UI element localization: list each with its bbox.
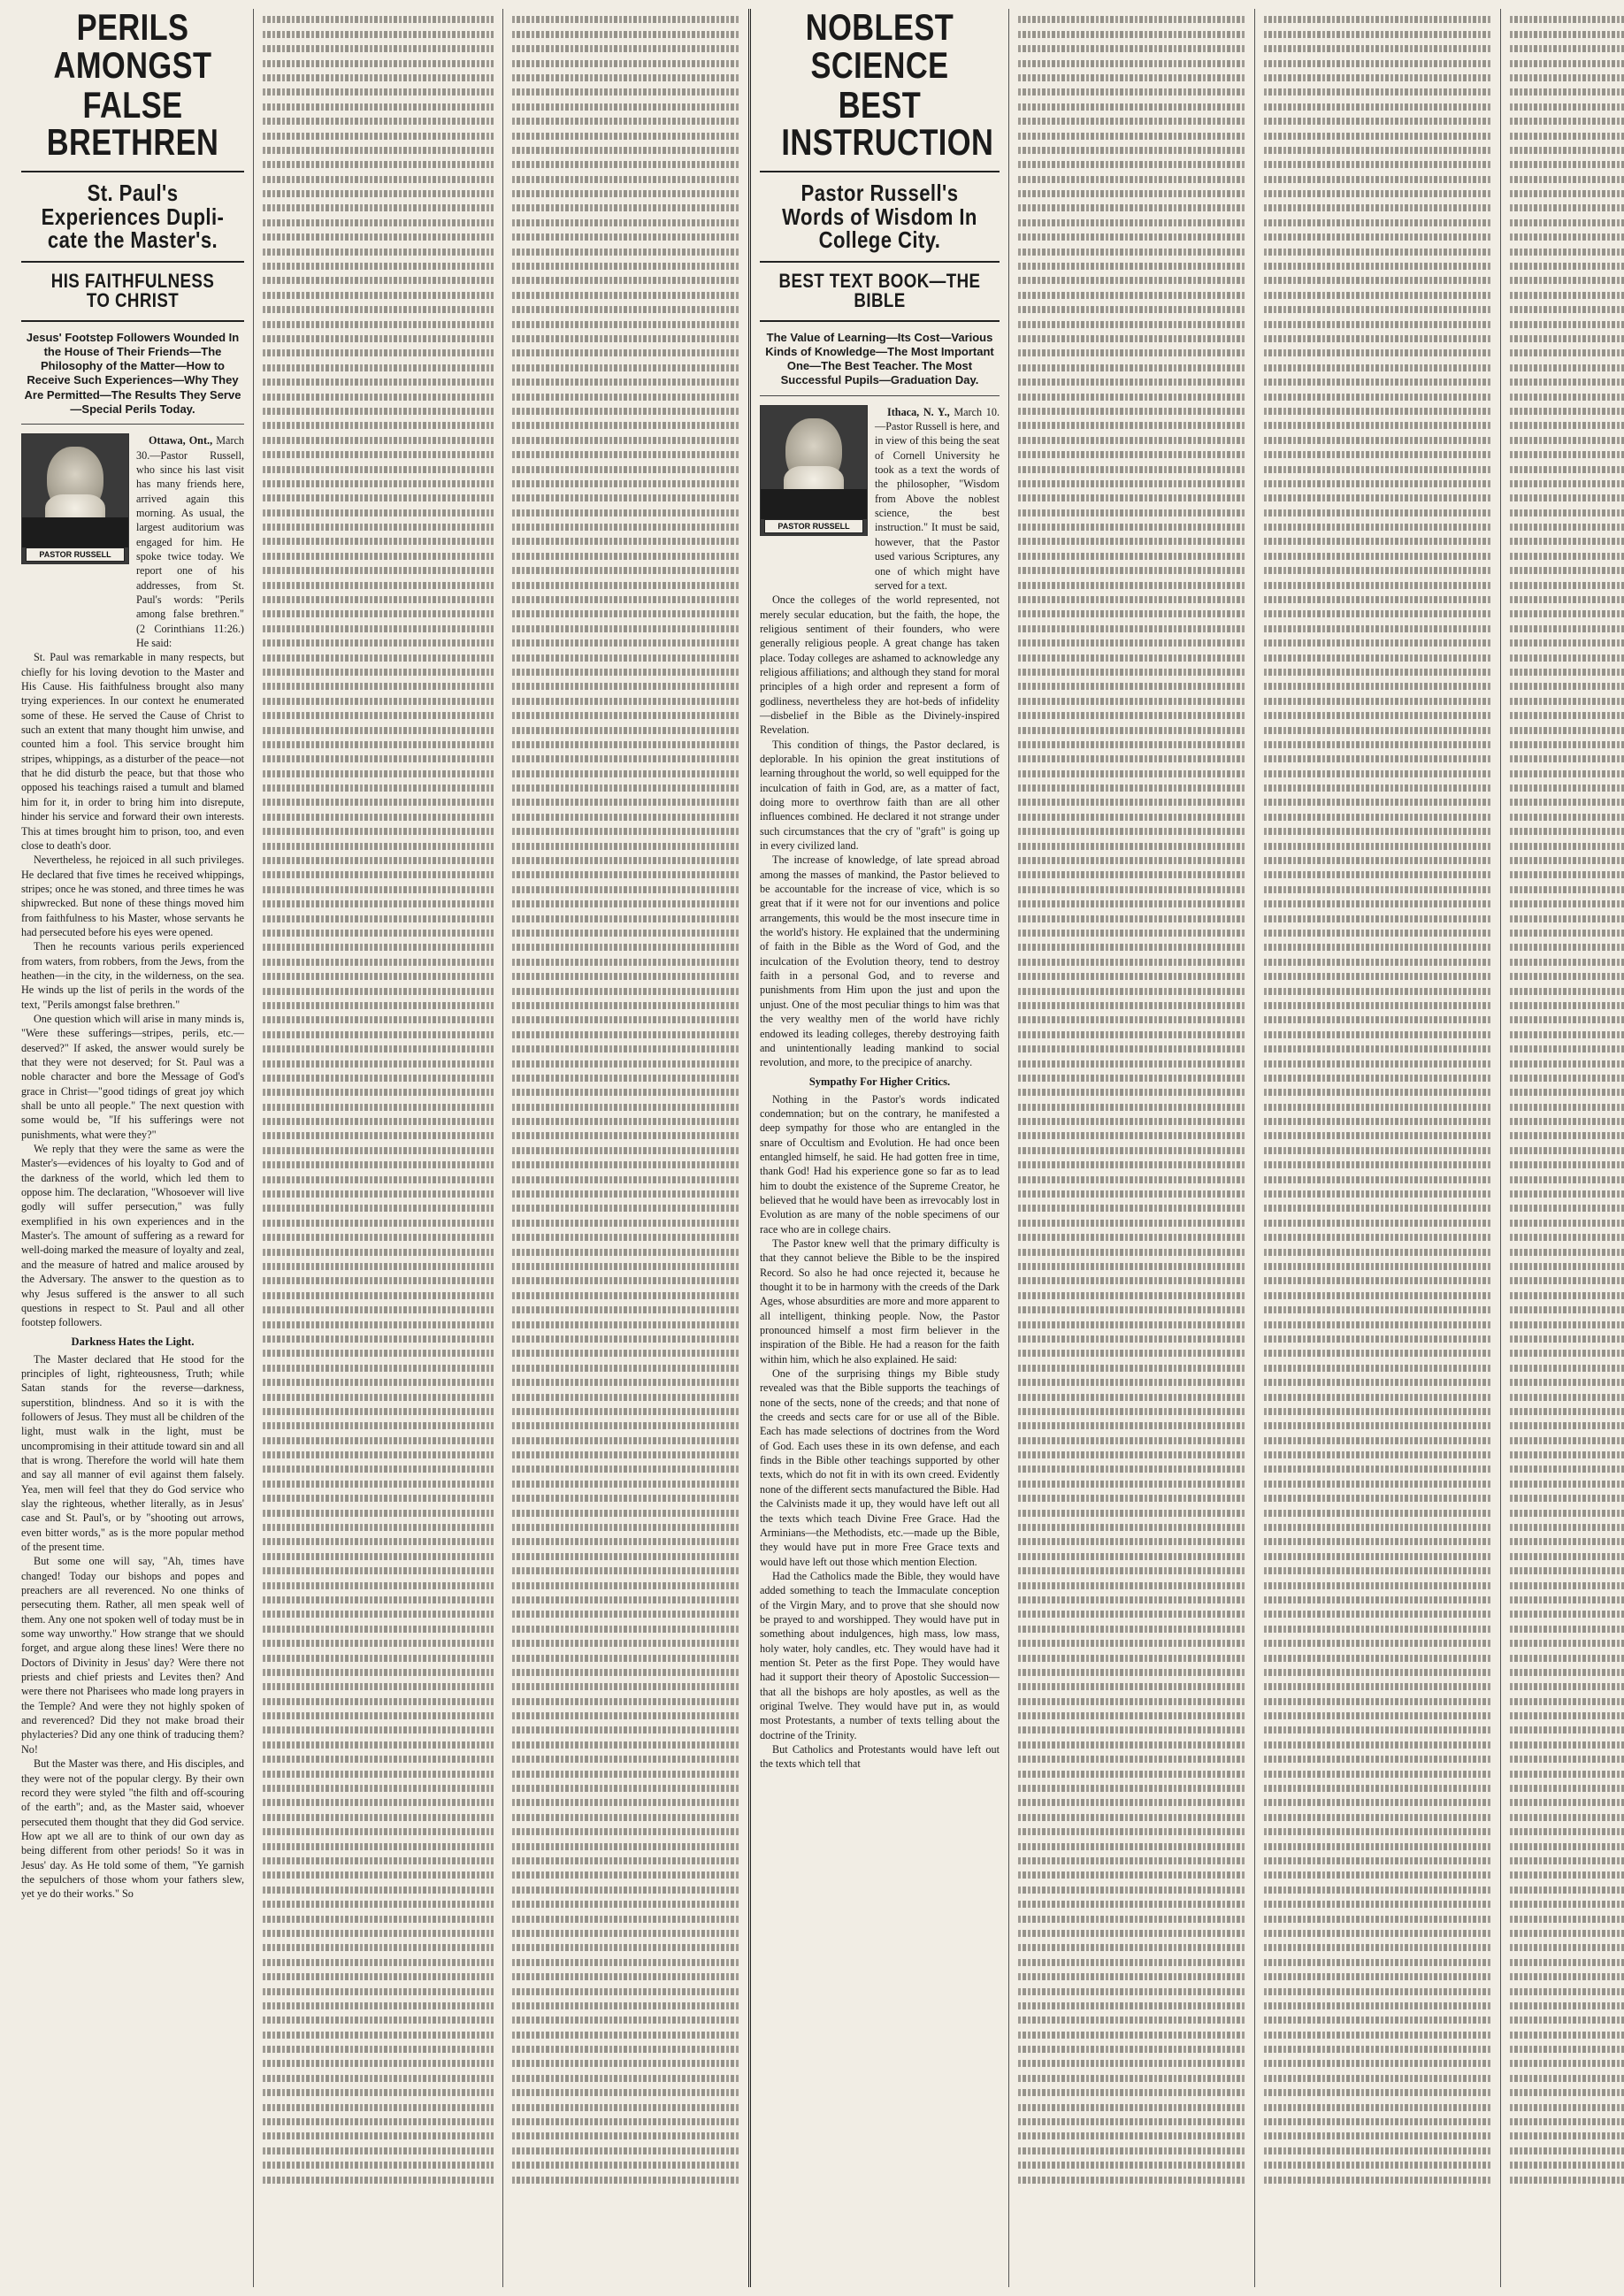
headline-noblest-line-1: NOBLEST SCIENCE [805,9,954,86]
article-paragraph: Nothing in the Pastor's words indicated condemnation; but on the contrary, he manifested a deep sympathy for those who are entangled in the snare of Occultism and Evolution. He had once been entangled himself, he said. He had gotten free in time, thank God! Had his experience gone so far as to lead him to doubt the existence of the Supreme Creator, he believed that he would have been as irrevocably lost in Evolution as are many of the noble specimens of our race who are in college chairs. [760,1092,1000,1236]
text-continuation [263,16,494,2183]
article-paragraph: Nevertheless, he rejoiced in all such privileges. He declared that five times he received whippings, stripes; once he was stoned, and three times he was shipwrecked. But none of these things moved him from faithfulness to his Master, whose servants he had persecuted before his eyes were opened. [21,853,244,938]
subhead-rule [760,261,1000,263]
pastor-russell-portrait [21,433,129,564]
pastor-russell-portrait [760,405,868,536]
article-paragraph: One of the surprising things my Bible study revealed was that the Bible supports the teachings of none of the sects, none of the creeds; and that none of the creeds and sects care for or use all of the Bible. Each has made selections of doctrines from the Word of God. Each uses these in its own defense, and each finds in the Bible other teachings supported by other texts, which do not fit in with its own creed. Evidently none of the different sects manufactured the Bible. Had the Calvinists made it up, they would have left out all the texts which teach Divine Free Grace. Had the Arminians—the Methodists, etc.—made up the Bible, they would have put in more Free Grace texts and would have left out those which mention Election. [760,1367,1000,1568]
subheadline-text-book: BEST TEXT BOOK—THE BIBLE [778,269,981,312]
byline-text [875,405,1000,593]
subhead-rule [21,261,244,263]
article-paragraph: One question which will arise in many minds is, "Were these sufferings—stripes, perils, etc.—deserved?" If asked, the answer would surely be that they were not deserved; for St. Paul was a noble character and bore the Message of God's grace in Christ—"good tidings of great joy which shall be unto all people." The next question with some would be, "If his sufferings were not punishments, what were they?" [21,1012,244,1141]
text-continuation [1018,16,1245,2183]
article-paragraph: Had the Catholics made the Bible, they would have added something to teach the Immaculate conception of the Virgin Mary, and to prove that she should now be prayed to and worshipped. They would have put in something about indulgences, high mass, low mass, holy water, holy candles, etc. They would have had it mention St. Peter as the first Pope. They would have had it support their theory of Apostolic Succession—that all the bishops are holy apostles, as well as the original Twelve. They would have put in, as would most Protestants, a number of texts telling about the doctrine of the Trinity. [760,1569,1000,1741]
article-paragraph: The increase of knowledge, of late spread abroad among the masses of mankind, the Pastor believed to be accountable for the increase of vice, which is so great that if it were not for our inventions and police arrangements, this would be the most insecure time in the world's history. He explained that the undermining of faith in the Bible as the Word of God, and the inculcation of the Evolution theory, tend to destroy faith in a personal God, and to reverse and punishments from Him upon the just and upon the unjust. One of the most peculiar things to him was that the very wealthy men of the world have richly endowed its leading colleges, thereby destroying faith and unintentionally leading mankind to social revolution, and more, to the precipice of anarchy. [760,853,1000,1069]
article-paragraph: Once the colleges of the world represented, not merely secular education, but the faith, the hope, the religious sentiment of their founders, who were generally religious people. A great change has taken place. Today colleges are ashamed to acknowledge any religious affiliations; and although they stand for moral principles of a high order and represent a form of godliness, nevertheless they are hot-beds of infidelity—disbelief in the Bible as the Divinely-inspired Revelation. [760,593,1000,737]
headline-noblest-line-2: BEST INSTRUCTION [781,83,994,164]
deck-rule [760,320,1000,322]
article-paragraph: But the Master was there, and His disciples, and they were not of the popular clergy. By their own record they were styled "the filth and off-scouring of the earth"; and, as the Master said, whoever persecuted them thought that they did God service. How apt we all are to think of our own day as being different from other periods! So it was in Jesus' day. As He told some of them, "Ye garnish the sepulchers of those whom your fathers slew, yet ye do their works." So [21,1757,244,1901]
section-heading: Sympathy For Higher Critics. [808,1075,951,1088]
column-7 [1500,9,1624,2287]
deck-bottom-rule [21,424,244,425]
column-5 [1008,9,1254,2287]
subheadline-wisdom: Pastor Russell's Words of Wisdom In College City. [782,180,977,254]
article-paragraph: St. Paul was remarkable in many respects, but chiefly for his loving devotion to the Master and His Cause. His faithfulness brought also many trying experiences. In our context he enumerated some of these. He served the Cause of Christ to such an extent that many thought him unwise, and counted him a fool. This service brought him stripes, whippings, as a disturber of the peace—not that he did disturb the peace, but that those who opposed his teachings raised a tumult and blamed him for it, in order to bring him into disrepute, hinder his service and forward their own interests. This at times brought him to prison, too, and even close to death's door. [21,651,244,852]
section-heading: Darkness Hates the Light. [71,1335,195,1348]
column-4 [748,9,1008,2287]
deck-rule [21,320,244,322]
deck-bottom-rule [760,395,1000,396]
portrait-caption: PASTOR RUSSELL [764,519,863,533]
article-paragraph: The Master declared that He stood for the principles of light, righteousness, Truth; while Satan stands for the reverse—darkness, superstition, blindness. And so it is with the followers of Jesus. They must all be children of the light, must walk in the light, must be uncompromising in their attitude toward sin and all that is wrong. Therefore the world will hate them and say all manner of evil against them falsely. Yea, men will feel that they do God service who slay the righteous, whether literally, as in Jesus' case and St. Paul's, or by "shooting out arrows, even bitter words," as is the more popular method of the present time. [21,1352,244,1554]
article-paragraph: But Catholics and Protestants would have left out the texts which tell that [760,1743,1000,1771]
article-paragraph: This condition of things, the Pastor declared, is deplorable. In his opinion the great institutions of learning throughout the world, so well equipped for the inculcation of faith in God, are, as a matter of fact, doing more to overthrow faith than are all other influences combined. He declared it not strange under such circumstances that the cry of "graft" is going up in every civilized land. [760,738,1000,853]
byline-block [760,405,1000,593]
article-paragraph: Then he recounts various perils experienced from waters, from robbers, from the Jews, from the heathen—in the city, in the wilderness, on the sea. He winds up the list of perils in the words of the text, "Perils amongst false brethren." [21,940,244,1011]
article-paragraph: March 10.—Pastor Russell is here, and in view of this being the seat of Cornell University he took as a text the words of the philosopher, "Wisdom from Above the noblest science, the best instruction." It must be said, however, that the Pastor used various Scriptures, any one of which might have served for a text. [875,405,1000,592]
byline-block [21,433,244,650]
article-paragraph: March 30.—Pastor Russell, who since his last visit has many friends here, arrived again this morning. As usual, the largest auditorium was engaged for him. He spoke twice today. We report one of his addresses, from St. Paul's words: "Perils among false brethren." (2 Corinthians 11:26.) He said: [136,434,245,650]
subheadline-faithfulness: HIS FAITHFULNESS TO CHRIST [50,269,215,312]
article-deck: The Value of Learning—Its Cost—Various Kinds of Knowledge—The Most Important One—The Best Teacher. The Most Successful Pupils—Graduation Day. [765,330,994,387]
article-paragraph: The Pastor knew well that the primary difficulty is that they cannot believe the Bible to be the inspired Record. So also he had once rejected it, because he thought it to be in harmony with the creeds of the Dark Ages, whose absurdities are more and more apparent to all intelligent, thinking people. Now, the Pastor pronounced himself a most firm believer in the inspiration of the Bible. He had a reason for the faith within him, which he also explained. He said: [760,1236,1000,1366]
column-6 [1254,9,1500,2287]
headline-rule [21,171,244,172]
dateline: Ithaca, N. Y., [887,405,950,418]
dateline: Ottawa, Ont., [149,434,213,448]
article-paragraph: We reply that they were the same as were the Master's—evidences of his loyalty to God and of the darkness of the world, which led them to oppose him. The declaration, "Whosoever will live godly will suffer persecution," was fully exemplified in his own experiences and in the Master's. The amount of suffering as a reward for well-doing marked the measure of loyalty and zeal, and the measure of hatred and malice aroused by the Adversary. The answer to the question as to why Jesus suffered is the answer to all such questions in respect to St. Paul and all other footstep followers. [21,1143,244,1329]
portrait-caption: PASTOR RUSSELL [26,547,125,562]
text-continuation [512,16,739,2183]
article-paragraph: But some one will say, "Ah, times have changed! Today our bishops and popes and preachers are all reverenced. No one thinks of persecuting them. Rather, all men speak well of them. Any one not spoken well of today must be in some way unworthy." How strange that we should forget, and argue along these lines! Were there no Doctors of Divinity in Jesus' day? Were there not priests and chief priests and Levites then? And were there not Pharisees who made long prayers in the Temple? And were they not highly spoken of and reverenced? Did they not make broad their phylacteries? Did any one think of traducing them? No! [21,1555,244,1756]
headline-perils-line-1: PERILS AMONGST [53,9,212,86]
column-1 [12,9,253,2287]
article-deck: Jesus' Footstep Followers Wounded In the House of Their Friends—The Philosophy of the Matter—How to Receive Such Experiences—Why They Are Permitted—The Results They Serve—Special Perils Today. [24,330,241,416]
headline-perils-line-2: FALSE BRETHREN [46,83,219,164]
column-3 [502,9,748,2287]
column-2 [253,9,502,2287]
text-continuation [1510,16,1624,2183]
byline-text [136,433,244,650]
headline-rule [760,171,1000,172]
text-continuation [1264,16,1491,2183]
subheadline-st-paul: St. Paul's Experiences Dupli-cate the Master's. [41,180,225,254]
